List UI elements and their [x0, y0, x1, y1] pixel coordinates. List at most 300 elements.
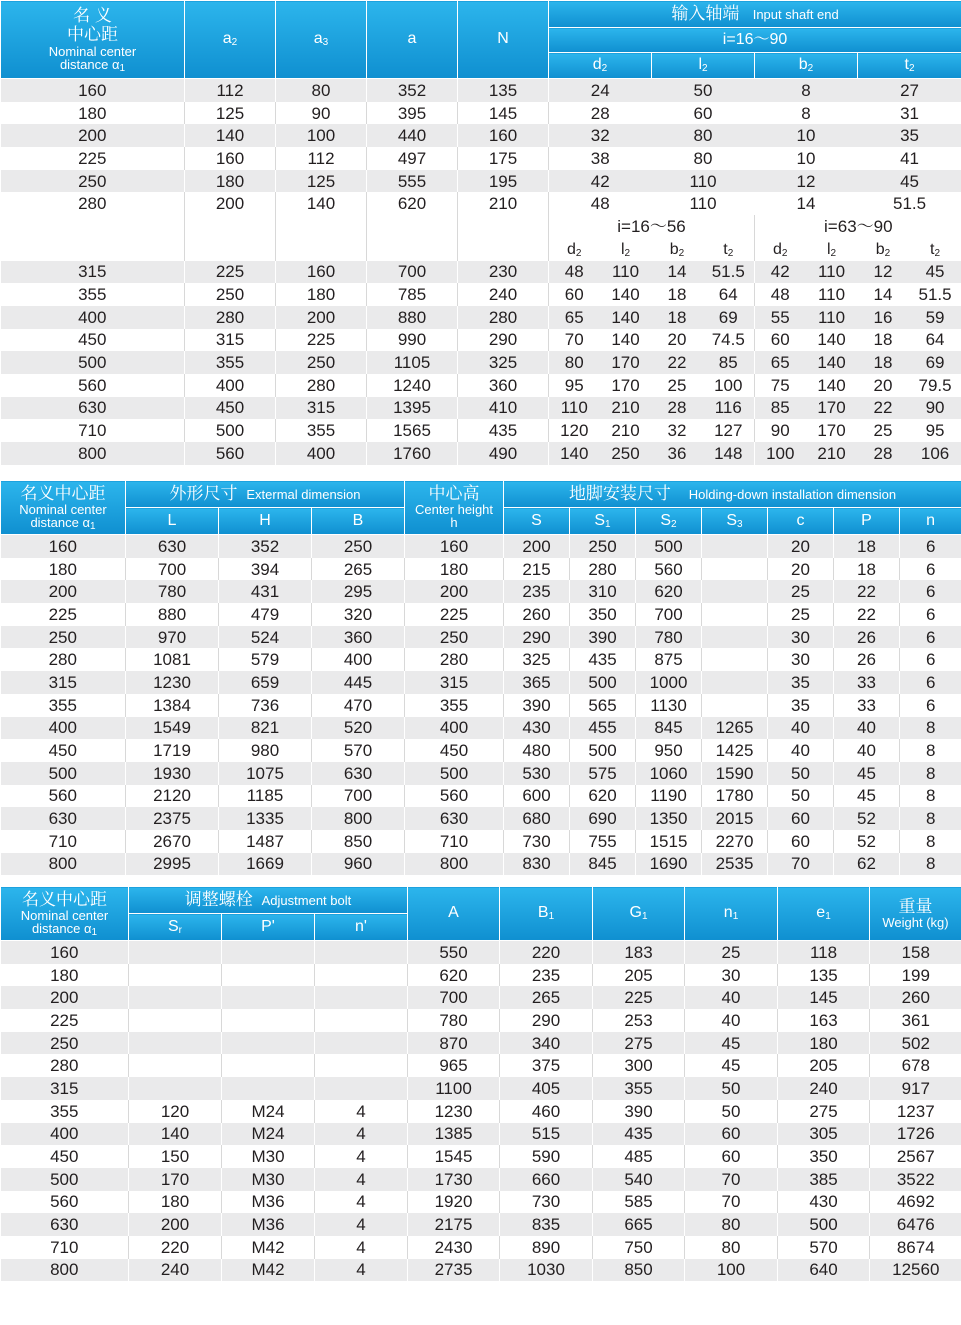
- table-cell: 659: [219, 671, 312, 694]
- table-row: [1, 717, 961, 740]
- table-cell: 250: [276, 351, 367, 374]
- header-B1: $B_1$: [500, 887, 593, 941]
- table-cell: 60: [685, 1123, 778, 1146]
- table-row: [1, 1009, 961, 1032]
- table-cell: 2375: [126, 807, 219, 830]
- table-cell: 700: [126, 558, 219, 581]
- table-cell: 110: [806, 261, 858, 284]
- table-row: [1, 1032, 961, 1055]
- table-row: [1, 626, 961, 649]
- table-cell: 6: [900, 603, 961, 626]
- table-cell: 8: [900, 717, 961, 740]
- header-d2: $d_2$: [549, 53, 652, 79]
- table-cell: 18: [858, 351, 909, 374]
- table-cell: 10: [755, 147, 858, 170]
- header-center-height: [405, 481, 504, 535]
- table-cell: 500: [185, 419, 276, 442]
- table-cell: 355: [1, 1100, 129, 1123]
- table-cell: 800: [405, 853, 504, 876]
- table-cell: 180: [1, 964, 129, 987]
- header-external-cn: 外形尺寸: [169, 483, 238, 503]
- table-cell: 210: [600, 419, 652, 442]
- table-cell: 90: [755, 419, 806, 442]
- table-cell: 12560: [870, 1259, 961, 1282]
- table-cell: 80: [685, 1213, 778, 1236]
- table-cell: 280: [1, 1054, 129, 1077]
- table-cell: 235: [500, 964, 593, 987]
- table-cell: 90: [276, 102, 367, 125]
- header-weight-cn: 重量: [898, 896, 933, 916]
- table-cell: 250: [600, 442, 652, 465]
- table-cell: 395: [367, 102, 458, 125]
- table-cell: [222, 1054, 315, 1077]
- table-cell: 500: [636, 535, 702, 558]
- table-cell: [222, 986, 315, 1009]
- table-cell: 435: [593, 1123, 685, 1146]
- table-cell: 35: [768, 671, 834, 694]
- table-cell: 48: [755, 283, 806, 306]
- header-t2: $t_2$: [858, 53, 961, 79]
- table-cell: 710: [405, 830, 504, 853]
- table-cell: 125: [276, 170, 367, 193]
- table-cell: 45: [834, 762, 900, 785]
- table-cell: 6476: [870, 1213, 961, 1236]
- table-cell: 375: [500, 1054, 593, 1077]
- table-row: [1, 580, 961, 603]
- table-cell: 390: [504, 694, 570, 717]
- table-cell: 8: [900, 739, 961, 762]
- table-cell: 50: [652, 79, 755, 102]
- table-cell: 32: [549, 124, 652, 147]
- table-cell: 550: [408, 941, 500, 964]
- table-cell: 210: [806, 442, 858, 465]
- table-cell: 20: [858, 374, 909, 397]
- table-cell: 55: [755, 306, 806, 329]
- table-cell: 200: [1, 580, 126, 603]
- table-cell: 22: [834, 603, 900, 626]
- header-a2: $a_2$: [185, 1, 276, 79]
- table-cell: [222, 964, 315, 987]
- table-cell: 60: [549, 283, 600, 306]
- table-cell: 16: [858, 306, 909, 329]
- table-cell: [702, 694, 768, 717]
- sub-l2-a: $l_2$: [600, 238, 652, 261]
- table-cell: 64: [909, 329, 961, 352]
- table-cell: 140: [549, 442, 600, 465]
- table-row: [1, 807, 961, 830]
- table-cell: [702, 603, 768, 626]
- table-cell: 2735: [408, 1259, 500, 1282]
- table-cell: 60: [768, 830, 834, 853]
- table-cell: 225: [405, 603, 504, 626]
- table-row: [1, 442, 961, 465]
- table-cell: 200: [1, 986, 129, 1009]
- table-cell: 140: [600, 329, 652, 352]
- table-cell: 6: [900, 694, 961, 717]
- table-cell: 565: [570, 694, 636, 717]
- table-cell: 158: [870, 941, 961, 964]
- table-cell: M30: [222, 1145, 315, 1168]
- table-cell: 265: [500, 986, 593, 1009]
- table-cell: 80: [652, 124, 755, 147]
- table-cell: 100: [755, 442, 806, 465]
- table-cell: 315: [276, 397, 367, 420]
- table-cell: 340: [500, 1032, 593, 1055]
- header-n: n: [900, 508, 961, 535]
- table-cell: 50: [685, 1100, 778, 1123]
- table-cell: 400: [1, 306, 185, 329]
- table-row: [1, 306, 961, 329]
- header-s2: $S_2$: [636, 508, 702, 535]
- header-center-en: Center height h: [414, 501, 494, 531]
- table-row: [1, 102, 961, 125]
- table-cell: 80: [652, 147, 755, 170]
- table-cell: 45: [685, 1032, 778, 1055]
- table-cell: 28: [858, 442, 909, 465]
- table-cell: 4692: [870, 1191, 961, 1214]
- table-cell: 500: [778, 1213, 870, 1236]
- table-cell: 620: [636, 580, 702, 603]
- table-cell: [315, 1054, 408, 1077]
- sub-t2-a: $t_2$: [703, 238, 755, 261]
- table-row: [1, 192, 961, 215]
- table-cell: 405: [500, 1077, 593, 1100]
- table-cell: 360: [312, 626, 405, 649]
- table-cell: 1385: [408, 1123, 500, 1146]
- table-cell: 200: [1, 124, 185, 147]
- table-cell: 1719: [126, 739, 219, 762]
- header-sr: $S_r$: [129, 914, 222, 941]
- header-nominal-cn: 名义中心距: [20, 483, 106, 503]
- table-cell: 570: [778, 1236, 870, 1259]
- table-cell: 25: [685, 941, 778, 964]
- table-cell: 135: [458, 79, 549, 102]
- table-row: [1, 147, 961, 170]
- table-cell: 65: [755, 351, 806, 374]
- table-cell: 22: [858, 397, 909, 420]
- table-cell: 145: [778, 986, 870, 1009]
- table-cell: 665: [593, 1213, 685, 1236]
- table-row: [1, 419, 961, 442]
- table-cell: 51.5: [858, 192, 961, 215]
- table-cell: 620: [367, 192, 458, 215]
- table-cell: 755: [570, 830, 636, 853]
- table-cell: 1060: [636, 762, 702, 785]
- table-cell: 14: [755, 192, 858, 215]
- header-A: A: [408, 887, 500, 941]
- table-cell: 170: [806, 397, 858, 420]
- header-external: [126, 481, 405, 508]
- table-cell: 180: [778, 1032, 870, 1055]
- table-cell: 45: [909, 261, 961, 284]
- table-row: [1, 941, 961, 964]
- table-cell: 180: [129, 1191, 222, 1214]
- table-cell: 917: [870, 1077, 961, 1100]
- table-cell: 70: [685, 1168, 778, 1191]
- header-b2: $b_2$: [755, 53, 858, 79]
- table-cell: 560: [1, 1191, 129, 1214]
- table-cell: 40: [834, 717, 900, 740]
- table-cell: 800: [312, 807, 405, 830]
- table-cell: 225: [1, 147, 185, 170]
- table-cell: 40: [834, 739, 900, 762]
- table-cell: 20: [652, 329, 703, 352]
- table-cell: 60: [685, 1145, 778, 1168]
- table-cell: 40: [768, 739, 834, 762]
- table-row: [1, 1259, 961, 1282]
- table-cell: 400: [405, 717, 504, 740]
- table1-rows-lower: [1, 261, 961, 465]
- table-cell: [129, 1009, 222, 1032]
- table-cell: 520: [312, 717, 405, 740]
- header-nominal-distance: [1, 481, 126, 535]
- table-cell: 2120: [126, 785, 219, 808]
- table-cell: 20: [768, 558, 834, 581]
- table-cell: 45: [834, 785, 900, 808]
- table-cell: 140: [600, 283, 652, 306]
- table-cell: 1760: [367, 442, 458, 465]
- table-cell: 70: [549, 329, 600, 352]
- table-row: [1, 694, 961, 717]
- table-cell: 175: [458, 147, 549, 170]
- header-p: P: [834, 508, 900, 535]
- table-cell: 8: [900, 853, 961, 876]
- header-ratio: i=16～90: [549, 28, 961, 53]
- table-cell: 240: [129, 1259, 222, 1282]
- table-cell: 875: [636, 648, 702, 671]
- table-cell: 2995: [126, 853, 219, 876]
- table-cell: 1335: [219, 807, 312, 830]
- table-cell: 1230: [408, 1100, 500, 1123]
- header-l: L: [126, 508, 219, 535]
- table-cell: 870: [408, 1032, 500, 1055]
- table-cell: 6: [900, 580, 961, 603]
- table-cell: 12: [755, 170, 858, 193]
- table-cell: 6: [900, 558, 961, 581]
- table3-rows: [1, 941, 961, 1282]
- table-cell: 1000: [636, 671, 702, 694]
- table-cell: 710: [1, 830, 126, 853]
- table-cell: 170: [806, 419, 858, 442]
- header-nominal-distance: [1, 887, 129, 941]
- table-cell: 200: [276, 306, 367, 329]
- table-cell: 51.5: [909, 283, 961, 306]
- table-cell: 180: [1, 102, 185, 125]
- sub-b2-a: $b_2$: [652, 238, 703, 261]
- table-cell: M36: [222, 1191, 315, 1214]
- table-cell: 160: [1, 941, 129, 964]
- table-cell: 2175: [408, 1213, 500, 1236]
- table-cell: 1425: [702, 739, 768, 762]
- table-cell: 800: [1, 442, 185, 465]
- table-cell: 479: [219, 603, 312, 626]
- table-cell: 361: [870, 1009, 961, 1032]
- table-cell: 325: [504, 648, 570, 671]
- table-cell: 700: [367, 261, 458, 284]
- table-cell: 145: [458, 102, 549, 125]
- table-cell: 52: [834, 830, 900, 853]
- header-nominal-distance: [1, 1, 185, 79]
- table-cell: 116: [703, 397, 755, 420]
- table-cell: 80: [685, 1236, 778, 1259]
- table-row: [1, 785, 961, 808]
- table-cell: 780: [126, 580, 219, 603]
- table-row: [1, 830, 961, 853]
- table-cell: 1185: [219, 785, 312, 808]
- table-cell: 4: [315, 1168, 408, 1191]
- table-cell: 60: [755, 329, 806, 352]
- table-cell: 4: [315, 1236, 408, 1259]
- table-cell: [315, 1077, 408, 1100]
- header-nominal-cn: 名义中心距: [22, 889, 107, 909]
- table-cell: 570: [312, 739, 405, 762]
- table-cell: 18: [652, 283, 703, 306]
- table-cell: 700: [408, 986, 500, 1009]
- table-cell: 630: [126, 535, 219, 558]
- header-nominal-en: Nominal center distance $\alpha_1$: [20, 907, 109, 939]
- table-cell: 730: [504, 830, 570, 853]
- sub-d2-b: $d_2$: [755, 238, 806, 261]
- table-cell: 690: [570, 807, 636, 830]
- table-cell: 205: [778, 1054, 870, 1077]
- table-cell: 32: [652, 419, 703, 442]
- table-cell: 1565: [367, 419, 458, 442]
- table-row: [1, 648, 961, 671]
- table-cell: 524: [219, 626, 312, 649]
- header-center-cn: 中心高: [428, 483, 480, 503]
- table1-mid-header: [1, 215, 961, 260]
- table-cell: M36: [222, 1213, 315, 1236]
- table-cell: [702, 558, 768, 581]
- table-row: [1, 1100, 961, 1123]
- table-cell: 630: [1, 397, 185, 420]
- table-cell: 355: [276, 419, 367, 442]
- table-cell: 250: [1, 170, 185, 193]
- table-cell: 35: [858, 124, 961, 147]
- table-cell: 350: [778, 1145, 870, 1168]
- table-cell: 140: [806, 329, 858, 352]
- table-cell: [129, 964, 222, 987]
- table-cell: 850: [312, 830, 405, 853]
- table-cell: [315, 1009, 408, 1032]
- table-cell: 160: [458, 124, 549, 147]
- header-s: S: [504, 508, 570, 535]
- table-cell: 30: [685, 964, 778, 987]
- table-cell: 950: [636, 739, 702, 762]
- table-cell: 710: [1, 1236, 129, 1259]
- table-cell: [702, 535, 768, 558]
- header-adjustment-bolt: [129, 887, 408, 914]
- table-cell: 42: [755, 261, 806, 284]
- table-cell: 540: [593, 1168, 685, 1191]
- table-cell: 1549: [126, 717, 219, 740]
- table-cell: 79.5: [909, 374, 961, 397]
- table-cell: 112: [185, 79, 276, 102]
- table-cell: 200: [504, 535, 570, 558]
- table-row: [1, 739, 961, 762]
- table-cell: 28: [652, 397, 703, 420]
- table-cell: 1075: [219, 762, 312, 785]
- table-cell: 24: [549, 79, 652, 102]
- table-cell: 160: [276, 261, 367, 284]
- table-cell: 310: [570, 580, 636, 603]
- table-cell: 225: [276, 329, 367, 352]
- table-cell: 502: [870, 1032, 961, 1055]
- table-cell: M24: [222, 1123, 315, 1146]
- table-cell: 150: [129, 1145, 222, 1168]
- table-cell: 210: [600, 397, 652, 420]
- table-cell: 200: [185, 192, 276, 215]
- table-cell: 1920: [408, 1191, 500, 1214]
- table-cell: 110: [806, 306, 858, 329]
- header-n: N: [458, 1, 549, 79]
- table-cell: 22: [652, 351, 703, 374]
- input-shaft-table: [0, 0, 961, 465]
- table-cell: 435: [570, 648, 636, 671]
- table-cell: 8: [755, 79, 858, 102]
- table-cell: 500: [570, 739, 636, 762]
- table-cell: 38: [549, 147, 652, 170]
- ratio-63-90: i=63～90: [755, 215, 961, 238]
- table-cell: 8: [900, 762, 961, 785]
- table-cell: 160: [1, 79, 185, 102]
- table-cell: 118: [778, 941, 870, 964]
- table-cell: 280: [185, 306, 276, 329]
- table-cell: 445: [312, 671, 405, 694]
- table-cell: 750: [593, 1236, 685, 1259]
- table-cell: 431: [219, 580, 312, 603]
- header-input-shaft: [549, 1, 961, 28]
- table-cell: 10: [755, 124, 858, 147]
- adjustment-bolt-table: [0, 886, 961, 1281]
- table-cell: 26: [834, 626, 900, 649]
- table-cell: 8: [900, 785, 961, 808]
- table-cell: 600: [504, 785, 570, 808]
- table-cell: 2567: [870, 1145, 961, 1168]
- header-a3: $a_3$: [276, 1, 367, 79]
- table-cell: 127: [703, 419, 755, 442]
- table-cell: 4: [315, 1145, 408, 1168]
- table2-rows: [1, 535, 961, 876]
- table-cell: 450: [185, 397, 276, 420]
- table-cell: 28: [549, 102, 652, 125]
- table-cell: 160: [405, 535, 504, 558]
- table-cell: 210: [458, 192, 549, 215]
- table-cell: 250: [185, 283, 276, 306]
- table-cell: 450: [405, 739, 504, 762]
- table-cell: 390: [593, 1100, 685, 1123]
- header-p-prime: P': [222, 914, 315, 941]
- table-cell: 26: [834, 648, 900, 671]
- table-cell: 6: [900, 535, 961, 558]
- table-cell: 4: [315, 1100, 408, 1123]
- table-row: [1, 170, 961, 193]
- table-cell: 585: [593, 1191, 685, 1214]
- header-nominal-cn: 名 义 中心距: [67, 6, 118, 44]
- table-cell: [222, 941, 315, 964]
- table-cell: 25: [652, 374, 703, 397]
- table-cell: 630: [312, 762, 405, 785]
- table-cell: 45: [685, 1054, 778, 1077]
- table-cell: 170: [600, 351, 652, 374]
- table-cell: 18: [834, 558, 900, 581]
- table-cell: 450: [1, 1145, 129, 1168]
- table-cell: 320: [312, 603, 405, 626]
- table-cell: [222, 1009, 315, 1032]
- table-cell: 1350: [636, 807, 702, 830]
- table-cell: 51.5: [703, 261, 755, 284]
- table-cell: 355: [405, 694, 504, 717]
